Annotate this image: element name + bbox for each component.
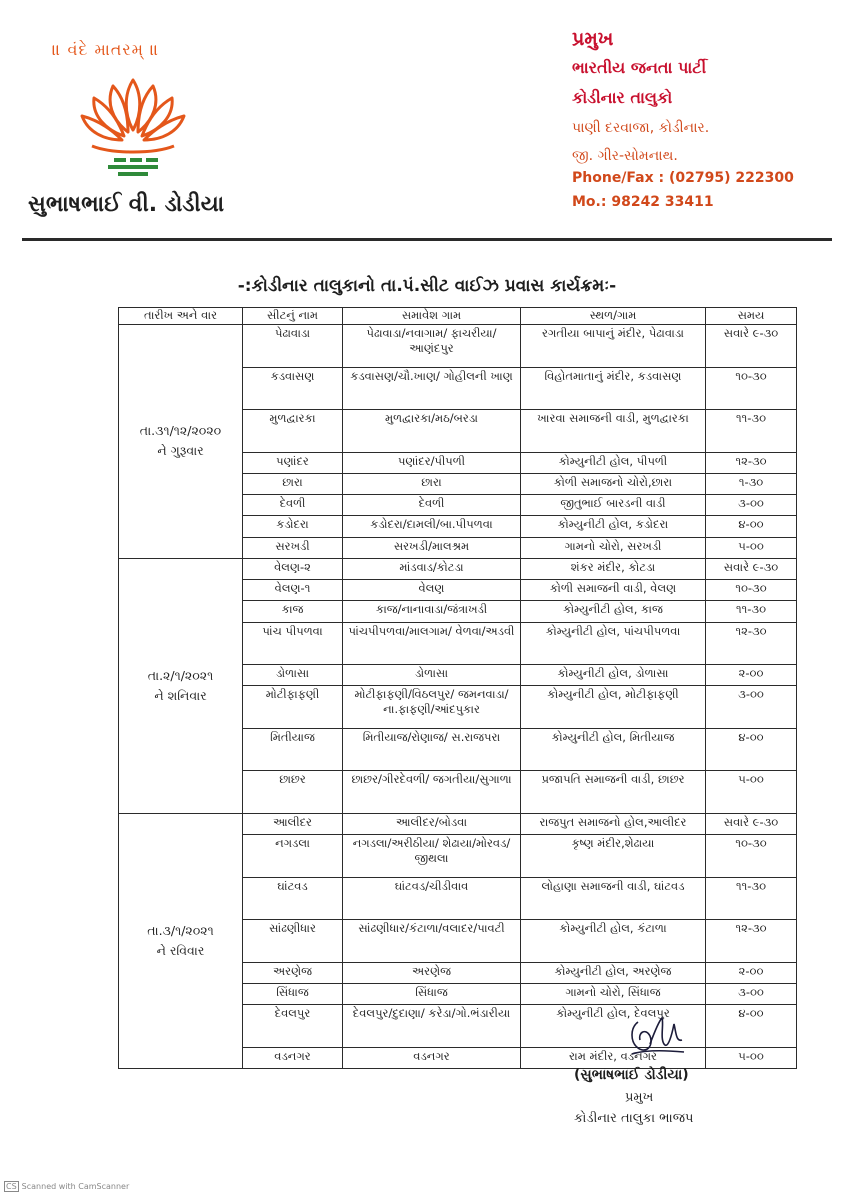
time-cell: ૨-૦૦ — [706, 962, 797, 983]
seat-cell: છાછર — [243, 771, 343, 814]
place-cell: જીતુભાઈ બારડની વાડી — [521, 495, 706, 516]
time-cell: ૫-૦૦ — [706, 537, 797, 558]
place-cell: કોમ્યુનીટી હોલ, પાંચપીપળવા — [521, 622, 706, 665]
time-cell: ૧૦-૩૦ — [706, 367, 797, 410]
seat-cell: પણાંદર — [243, 452, 343, 473]
time-cell: સવારે ૯-૩૦ — [706, 813, 797, 834]
villages-cell: ઘાંટવડ/ચીડીવાવ — [343, 877, 521, 920]
place-cell: પ્રજાપતિ સમાજની વાડી, છાછર — [521, 771, 706, 814]
header-villages: સમાવેશ ગામ — [343, 308, 521, 325]
time-cell: સવારે ૯-૩૦ — [706, 325, 797, 368]
place-cell: કોમ્યુનીટી હોલ, દેવલપુર — [521, 1005, 706, 1048]
mobile-line: Mo.: 98242 33411 — [572, 194, 714, 210]
villages-cell: વડનગર — [343, 1047, 521, 1068]
place-cell: કોમ્યુનીટી હોલ, અરણેજ — [521, 962, 706, 983]
header-place: સ્થળ/ગામ — [521, 308, 706, 325]
place-cell: કોમ્યુનીટી હોલ, કંટાળા — [521, 920, 706, 963]
place-cell: રગતીયા બાપાનું મંદીર, પેઢાવાડા — [521, 325, 706, 368]
seat-cell: દેવળી — [243, 495, 343, 516]
time-cell: ૧૨-૩૦ — [706, 622, 797, 665]
place-cell: કોમ્યુનીટી હોલ, કાજ — [521, 601, 706, 622]
header-divider — [22, 238, 832, 241]
place-cell: ગામનો ચોરો, સિંધાજ — [521, 983, 706, 1004]
table-body — [119, 325, 797, 1069]
handwritten-signature — [626, 1010, 688, 1060]
seat-cell: ડોળાસા — [243, 665, 343, 686]
time-cell: સવારે ૯-૩૦ — [706, 558, 797, 579]
seat-cell: વડનગર — [243, 1047, 343, 1068]
place-cell: લોહાણા સમાજની વાડી, ઘાંટવડ — [521, 877, 706, 920]
place-cell: કોમ્યુનીટી હોલ, કડોદરા — [521, 516, 706, 537]
seat-cell: વેલણ-૧ — [243, 580, 343, 601]
time-cell: ૨-૦૦ — [706, 665, 797, 686]
villages-cell: કાજ/નાનાવાડા/જંત્રાખડી — [343, 601, 521, 622]
time-cell: ૧૧-૩૦ — [706, 410, 797, 453]
villages-cell: આલીદર/બોડવા — [343, 813, 521, 834]
date-text: તા.૩૧/૧૨/૨૦૨૦ — [139, 423, 222, 439]
header-seat: સીટનું નામ — [243, 308, 343, 325]
time-cell: ૫-૦૦ — [706, 1047, 797, 1068]
seat-cell: કડોદરા — [243, 516, 343, 537]
seat-cell: વેલણ-૨ — [243, 558, 343, 579]
time-cell: ૧૧-૩૦ — [706, 877, 797, 920]
villages-cell: પાંચપીપળવા/માલગામ/ વેળવા/અડવી — [343, 622, 521, 665]
villages-cell: મુળદ્વારકા/મઠ/બરડા — [343, 410, 521, 453]
time-cell: ૧૨-૩૦ — [706, 452, 797, 473]
villages-cell: ડોળાસા — [343, 665, 521, 686]
villages-cell: દેવળી — [343, 495, 521, 516]
place-cell: વિહોતમાતાનું મંદીર, કડવાસણ — [521, 367, 706, 410]
date-cell — [119, 325, 243, 559]
document-title: -:કોડીનાર તાલુકાનો તા.પં.સીટ વાઈઝ પ્રવાસ કાર્યક્રમઃ- — [237, 276, 617, 296]
address-line: પાણી દરવાજા, કોડીનાર. — [572, 120, 710, 136]
seat-cell: દેવલપુર — [243, 1005, 343, 1048]
time-cell: ૧૦-૩૦ — [706, 580, 797, 601]
header-time: સમય — [706, 308, 797, 325]
day-text: ને ગુરૂવાર — [157, 443, 204, 459]
day-text: ને રવિવાર — [156, 942, 205, 958]
villages-cell: છાછર/ગીરદેવળી/ જગતીયા/સુગાળા — [343, 771, 521, 814]
header-date: તારીખ અને વાર — [119, 308, 243, 325]
date-cell — [119, 813, 243, 1068]
villages-cell: છારા — [343, 473, 521, 494]
vande-mataram-text: ॥ વંદે માતરમ્ ॥ — [52, 40, 160, 59]
date-cell — [119, 558, 243, 813]
taluka-name: કોડીનાર તાલુકો — [572, 88, 673, 107]
camscanner-badge: CS — [6, 1182, 17, 1191]
seat-cell: છારા — [243, 473, 343, 494]
villages-cell: સરખડી/માલશ્રમ — [343, 537, 521, 558]
villages-cell: અરણેજ — [343, 962, 521, 983]
villages-cell: સાંઢણીધાર/કંટાળા/વલાદર/પાવટી — [343, 920, 521, 963]
place-cell: રામ મંદીર, વડનગર — [521, 1047, 706, 1068]
place-cell: કોળી સમાજનો ચોરો,છારા — [521, 473, 706, 494]
signatory-org: કોડીનાર તાલુકા ભાજપ — [574, 1111, 694, 1126]
place-cell: ગામનો ચોરો, સરખડી — [521, 537, 706, 558]
time-cell: ૩-૦૦ — [706, 983, 797, 1004]
place-cell: કોમ્યુનીટી હોલ, મોટીફાફણી — [521, 686, 706, 729]
time-cell: ૧૧-૩૦ — [706, 601, 797, 622]
seat-cell: સાંઢણીધાર — [243, 920, 343, 963]
time-cell: ૪-૦૦ — [706, 728, 797, 771]
phone-line: Phone/Fax : (02795) 222300 — [572, 170, 794, 186]
villages-cell: સિંધાજ — [343, 983, 521, 1004]
tour-schedule-table — [118, 307, 797, 1069]
time-cell: ૪-૦૦ — [706, 516, 797, 537]
place-cell: કોમ્યુનીટી હોલ, મિતીયાજ — [521, 728, 706, 771]
scanner-text: Scanned with CamScanner — [21, 1182, 130, 1191]
time-cell: ૧૦-૩૦ — [706, 835, 797, 878]
seat-cell: અરણેજ — [243, 962, 343, 983]
villages-cell: વેલણ — [343, 580, 521, 601]
signatory-name: (સુભાષભાઈ ડોડીયા) — [574, 1067, 689, 1083]
place-cell: કોમ્યુનીટી હોલ, પીપળી — [521, 452, 706, 473]
villages-cell: દેવલપુર/દુદાણા/ કરેડા/ગો.ભંડારીયા — [343, 1005, 521, 1048]
party-name: ભારતીય જનતા પાર્ટી — [572, 58, 707, 77]
seat-cell: નગડલા — [243, 835, 343, 878]
designation: પ્રમુખ — [572, 28, 614, 50]
villages-cell: કડવાસણ/ચૌ.ખાણ/ ગોહીલની ખાણ — [343, 367, 521, 410]
seat-cell: પાંચ પીપળવા — [243, 622, 343, 665]
district-line: જી. ગીર-સોમનાથ. — [572, 148, 678, 164]
place-cell: કોળી સમાજની વાડી, વેલણ — [521, 580, 706, 601]
place-cell: શંકર મંદીર, કોટડા — [521, 558, 706, 579]
place-cell: ખારવા સમાજની વાડી, મુળદ્વારકા — [521, 410, 706, 453]
day-text: ને શનિવાર — [154, 687, 207, 703]
signatory-role: પ્રમુખ — [625, 1090, 654, 1105]
place-cell: કૃષ્ણ મંદીર,શેઢાયા — [521, 835, 706, 878]
seat-cell: પેઢાવાડા — [243, 325, 343, 368]
villages-cell: નગડલા/અરીઠીયા/ શેઢાયા/મોરવડ/જીથલા — [343, 835, 521, 878]
sender-name: સુભાષભાઈ વી. ડોડીયા — [28, 192, 225, 217]
time-cell: ૫-૦૦ — [706, 771, 797, 814]
table-row — [119, 813, 797, 834]
villages-cell: પણાંદર/પીપળી — [343, 452, 521, 473]
time-cell: ૩-૦૦ — [706, 686, 797, 729]
seat-cell: મુળદ્વારકા — [243, 410, 343, 453]
seat-cell: કડવાસણ — [243, 367, 343, 410]
date-text: તા.૩/૧/૨૦૨૧ — [147, 922, 214, 938]
place-cell: રાજપુત સમાજનો હોલ,આલીદર — [521, 813, 706, 834]
table-row — [119, 325, 797, 368]
seat-cell: મિતીયાજ — [243, 728, 343, 771]
seat-cell: આલીદર — [243, 813, 343, 834]
villages-cell: મોટીફાફણી/વિઠલપુર/ જમનવાડા/ના.ફાફણી/આંદપુકાર — [343, 686, 521, 729]
villages-cell: માંડવાડ/કોટડા — [343, 558, 521, 579]
time-cell: ૩-૦૦ — [706, 495, 797, 516]
bjp-lotus-logo — [78, 72, 188, 184]
table-header-row — [119, 308, 797, 325]
seat-cell: મોટીફાફણી — [243, 686, 343, 729]
seat-cell: સિંધાજ — [243, 983, 343, 1004]
time-cell: ૧૨-૩૦ — [706, 920, 797, 963]
scanner-watermark — [4, 1181, 129, 1192]
time-cell: ૪-૦૦ — [706, 1005, 797, 1048]
seat-cell: ઘાંટવડ — [243, 877, 343, 920]
villages-cell: મિતીયાજ/રોણાજ/ સ.રાજપરા — [343, 728, 521, 771]
villages-cell: કડોદરા/દામલી/બા.પીપળવા — [343, 516, 521, 537]
villages-cell: પેઢાવાડા/નવાગામ/ ફાચરીયા/આણંદપુર — [343, 325, 521, 368]
seat-cell: કાજ — [243, 601, 343, 622]
date-text: તા.૨/૧/૨૦૨૧ — [147, 667, 214, 683]
place-cell: કોમ્યુનીટી હોલ, ડોળાસા — [521, 665, 706, 686]
time-cell: ૧-૩૦ — [706, 473, 797, 494]
table-row — [119, 558, 797, 579]
seat-cell: સરખડી — [243, 537, 343, 558]
